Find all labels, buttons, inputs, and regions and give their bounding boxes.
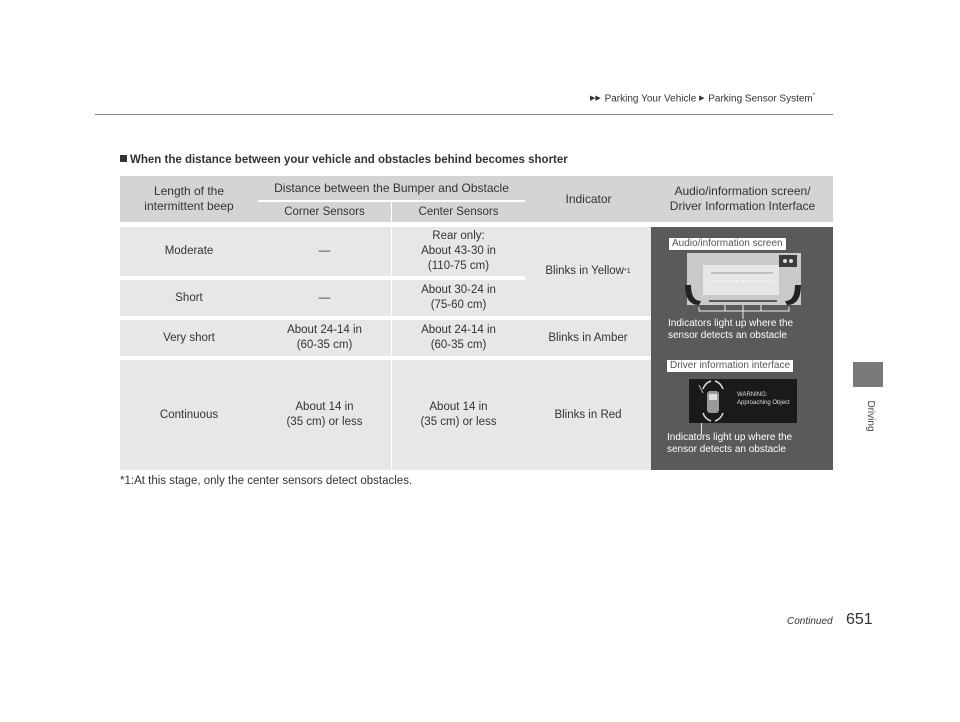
table-cell-corner: — xyxy=(258,280,391,316)
table-cell-indicator: Blinks in Amber xyxy=(525,320,651,356)
square-bullet-icon xyxy=(120,155,127,162)
breadcrumb-item: Parking Your Vehicle xyxy=(604,93,697,105)
table-cell-corner: About 14 in (35 cm) or less xyxy=(258,360,391,470)
table-cell-center: About 14 in (35 cm) or less xyxy=(392,360,525,470)
footnote: *1:At this stage, only the center sensors detect obstacles. xyxy=(120,475,413,487)
header-center-sensors: Center Sensors xyxy=(392,202,525,222)
indicator-yellow-text: Blinks in Yellow xyxy=(545,265,624,278)
header-distance: Distance between the Bumper and Obstacle xyxy=(258,176,525,200)
footnote-ref: *1 xyxy=(624,267,631,275)
table-cell-beep: Very short xyxy=(120,320,258,356)
table-cell-center: About 30-24 in (75-60 cm) xyxy=(392,280,525,316)
header-audio-interface: Audio/information screen/ Driver Information Interface xyxy=(652,176,833,222)
chapter-label: Driving xyxy=(865,400,876,432)
table-cell-beep: Continuous xyxy=(120,360,258,470)
table-cell-center: About 24-14 in (60-35 cm) xyxy=(392,320,525,356)
breadcrumb xyxy=(590,93,815,104)
driver-interface-illustration xyxy=(689,379,797,423)
audio-screen-caption: Indicators light up where the sensor detects an obstacle xyxy=(668,318,794,341)
header-divider xyxy=(95,114,833,115)
table-cell-beep: Short xyxy=(120,280,258,316)
section-heading xyxy=(120,154,568,166)
page-number: 651 xyxy=(846,611,873,628)
header-indicator: Indicator xyxy=(525,176,652,222)
audio-screen-tag: Audio/information screen xyxy=(668,237,787,251)
driver-interface-tag: Driver information interface xyxy=(666,359,794,373)
triangle-right-icon: ▶ xyxy=(699,95,705,103)
table-cell-corner: — xyxy=(258,227,391,276)
warning-message: Approaching Object xyxy=(737,400,790,406)
triangle-right-icon: ▶▶ xyxy=(590,95,601,103)
audio-screen-illustration xyxy=(681,249,806,319)
breadcrumb-item: Parking Sensor System xyxy=(708,93,813,105)
table-cell-center: Rear only: About 43-30 in (110-75 cm) xyxy=(392,227,525,276)
illustration-panel xyxy=(651,227,833,470)
section-heading-text: When the distance between your vehicle and obstacles behind becomes shorter xyxy=(130,154,568,166)
breadcrumb-footnote-mark: * xyxy=(812,93,816,99)
table-cell-indicator-yellow xyxy=(525,227,651,316)
chapter-tab xyxy=(853,362,883,387)
driver-interface-caption: Indicators light up where the sensor detects an obstacle xyxy=(667,432,793,455)
header-beep-length: Length of the intermittent beep xyxy=(120,176,258,222)
table-cell-indicator: Blinks in Red xyxy=(525,360,651,470)
warning-label: WARNING: xyxy=(737,392,768,398)
header-corner-sensors: Corner Sensors xyxy=(258,202,391,222)
table-cell-beep: Moderate xyxy=(120,227,258,276)
continued-label: Continued xyxy=(787,616,833,627)
table-cell-corner: About 24-14 in (60-35 cm) xyxy=(258,320,391,356)
